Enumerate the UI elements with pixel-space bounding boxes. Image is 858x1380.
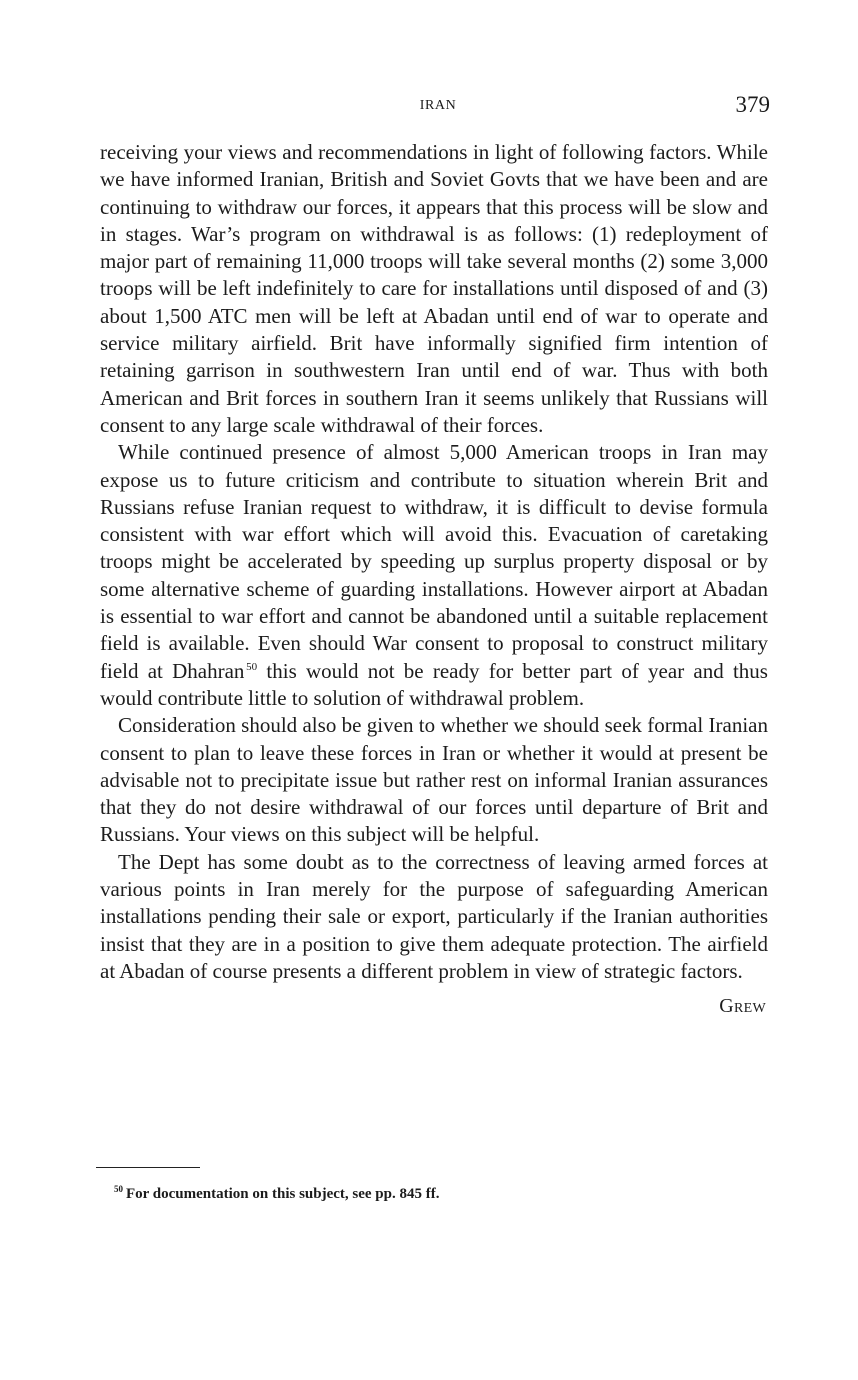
- footnote-divider: [96, 1167, 200, 1168]
- paragraph-1: receiving your views and recommendations in light of following factors. While we have informed Iranian, British and Soviet Govts that we have been and are continuing to withdraw our forces, it appears that this process will be slow and in stages. War’s program on withdrawal is as follows: (1) redeployment of major part of remaining 11,000 troops will take several months (2) some 3,000 troops will be left indefinitely to care for installations until disposed of and (3) about 1,500 ATC men will be left at Abadan until end of war to operate and service military airfield. Brit have informally signified firm intention of retaining garrison in southwestern Iran until end of war. Thus with both American and Brit forces in southern Iran it seems unlikely that Russians will consent to any large scale withdrawal of their forces.: [100, 140, 768, 437]
- footnote-reference[interactable]: 50: [246, 660, 258, 673]
- footnote-text: For documentation on this subject, see pp. 845 ff.: [126, 1186, 440, 1202]
- body-text: [100, 139, 768, 1021]
- paragraph-2: [100, 439, 768, 712]
- footnote-number: 50: [114, 1184, 123, 1194]
- paragraph-3: Consideration should also be given to whether we should seek formal Iranian consent to plan to leave these forces in Iran or whether it would at present be advisable not to precipitate issue but rather rest on informal Iranian assurances that they do not desire withdrawal of our forces until departure of Brit and Russians. Your views on this subject will be helpful.: [100, 713, 768, 847]
- paragraph-4: The Dept has some doubt as to the correctness of leaving armed forces at various points in Iran merely for the purpose of safeguarding American installations pending their sale or export, particularly if the Iranian authorities insist that they are in a position to give them adequate protection. The airfield at Abadan of course presents a different problem in view of strategic factors.: [100, 849, 768, 983]
- running-title: IRAN: [419, 98, 457, 113]
- footnote: [114, 1186, 768, 1203]
- signature: Grew: [719, 995, 766, 1018]
- paragraph-2-text-end: this would not be ready for better part of year and thus would contribute little to solution of withdrawal problem.: [100, 658, 768, 710]
- paragraph-2-text-start: While continued presence of almost 5,000 American troops in Iran may expose us to future criticism and contribute to situation wherein Brit and Russians refuse Iranian request to withdraw, it is difficult to devise formula consistent with war effort which will avoid this. Evacuation of caretaking troops might be accelerated by speeding up surplus property disposal or by some alternative scheme of guarding installations. However airport at Abadan is essential to war effort and cannot be abandoned until a suitable replacement field is available. Even should War consent to proposal to construct military field at Dhahran: [100, 440, 768, 683]
- running-header: [100, 92, 768, 122]
- page-number: 379: [735, 92, 770, 117]
